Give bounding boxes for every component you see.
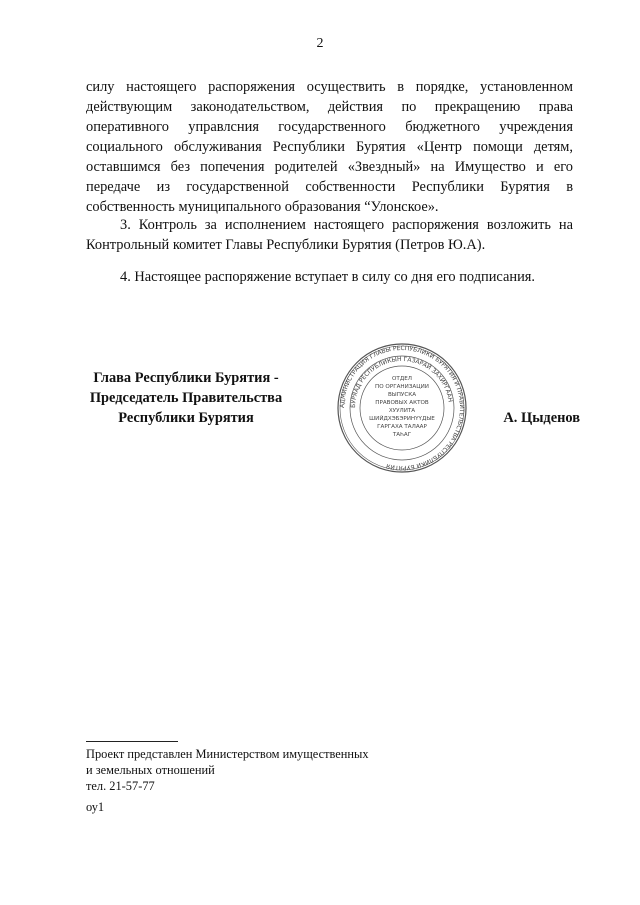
footnote [86,746,369,794]
paragraph-control: 3. Контроль за исполнением настоящего распоряжения возложить на Контрольный комитет Главы Республики Бурятия (Петров Ю.А). [86,217,573,253]
seal-inner-text: БУРЯАД РЕСПУБЛИКЫН ГАЗАРАЙ ЗАХИРГААН [349,355,454,409]
page-number: 2 [316,36,324,51]
signatory-title-line: Глава Республики Бурятия - [93,370,279,386]
signatory-name: А. Цыденов [503,410,580,426]
paragraph-transfer: силу настоящего распоряжения осуществить в порядке, установленном действующим законодательством, действия по прекращению права оперативного управлсния государственного бюджетного учреждения социального обслуживания Республики Бурятия «Центр помощи детям, оставшимся без попечения родителей «Звездный» на Имущество и его передаче из государственной собственности Республики Бурятия в собственность муниципального образования “Улонское». [86,79,573,215]
official-seal [336,342,468,474]
seal-center-line: ГАРГАХА ТАЛААР [377,424,427,430]
footnote-line: и земельных отношений [86,763,215,777]
seal-center-line: ТАҺАГ [392,432,412,438]
seal-center-line: ОТДЕЛ [392,376,412,382]
document-code: оу1 [86,800,105,814]
signatory-title-line: Республики Бурятия [118,410,254,426]
signatory-title-line: Председатель Правительства [89,390,283,406]
footnote-divider [86,741,178,742]
seal-center-line: ПРАВОВЫХ АКТОВ [375,400,429,406]
seal-center-line: ХУУЛИТА [388,408,416,414]
signatory-title [74,368,298,428]
footnote-line: Проект представлен Министерством имущественных [86,747,369,761]
seal-center-line: ШИЙДХЭБЭРИНҮҮДЫЕ [369,416,435,422]
seal-center-line: ПО ОРГАНИЗАЦИИ [375,384,429,390]
footnote-line: тел. 21-57-77 [86,779,155,793]
seal-outer-text: АДМИНИСТРАЦИЯ ГЛАВЫ РЕСПУБЛИКИ БУРЯТИЯ И ПРАВИТЕЛЬСТВА РЕСПУБЛИКИ БУРЯТИЯ [338,344,466,472]
paragraph-effective: 4. Настоящее распоряжение вступает в силу со дня его подписания. [120,269,535,285]
seal-center-line: ВЫПУСКА [387,392,417,398]
